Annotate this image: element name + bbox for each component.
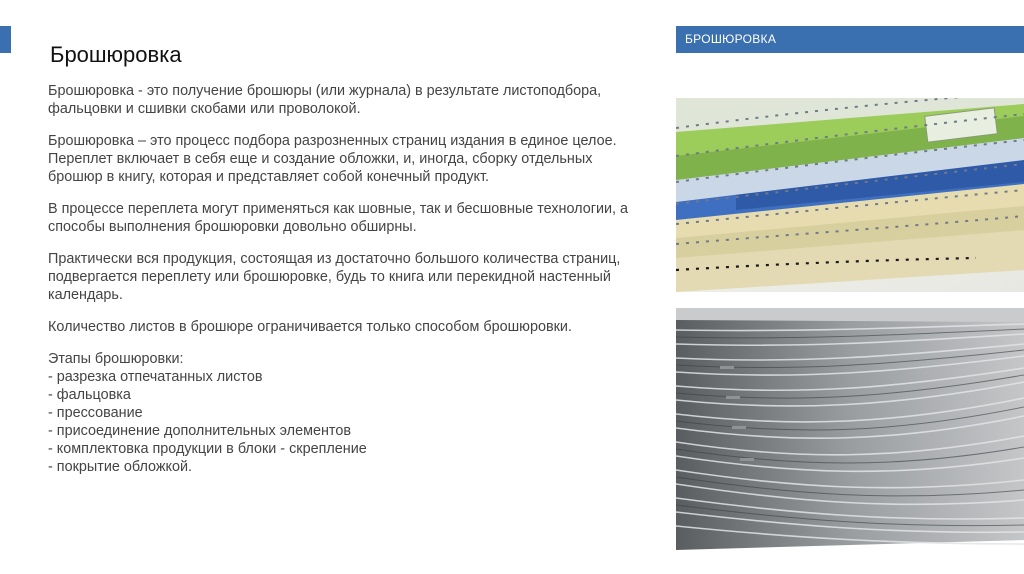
brochure-stack-photo: [676, 308, 1024, 550]
slide-title: Брошюровка: [50, 42, 182, 67]
paragraph: Количество листов в брошюре ограничивается только способом брошюровки.: [48, 319, 572, 335]
stages-list: [48, 368, 648, 476]
list-item: - покрытие обложкой.: [48, 459, 192, 475]
accent-bar: [0, 26, 11, 53]
paragraph: Практически вся продукция, состоящая из достаточно большого количества страниц, подвергается переплету или брошюровке, будь то книга или перекидной настенный календарь.: [48, 251, 621, 303]
list-item: - прессование: [48, 405, 143, 421]
stages-heading: Этапы брошюровки:: [48, 351, 184, 367]
list-item: - разрезка отпечатанных листов: [48, 369, 263, 385]
list-item: - комплектовка продукции в блоки - скрепление: [48, 441, 367, 457]
list-item: - фальцовка: [48, 387, 131, 403]
paragraph: Брошюровка - это получение брошюры (или журнала) в результате листоподбора, фальцовки и сшивки скобами или проволокой.: [48, 83, 602, 117]
list-item: - присоединение дополнительных элементов: [48, 423, 351, 439]
spiral-notebooks-photo: [676, 98, 1024, 292]
paragraph: В процессе переплета могут применяться как шовные, так и бесшовные технологии, а способы выполнения брошюровки довольно обширны.: [48, 201, 629, 235]
slide-body: [48, 82, 648, 476]
section-badge: БРОШЮРОВКА: [676, 26, 1024, 53]
paragraph: Брошюровка – это процесс подбора разрозненных страниц издания в единое целое. Переплет включает в себя еще и создание обложки, и, иногда, сборку отдельных брошюр в книгу, которая и представляет собой конечный продукт.: [48, 133, 617, 185]
